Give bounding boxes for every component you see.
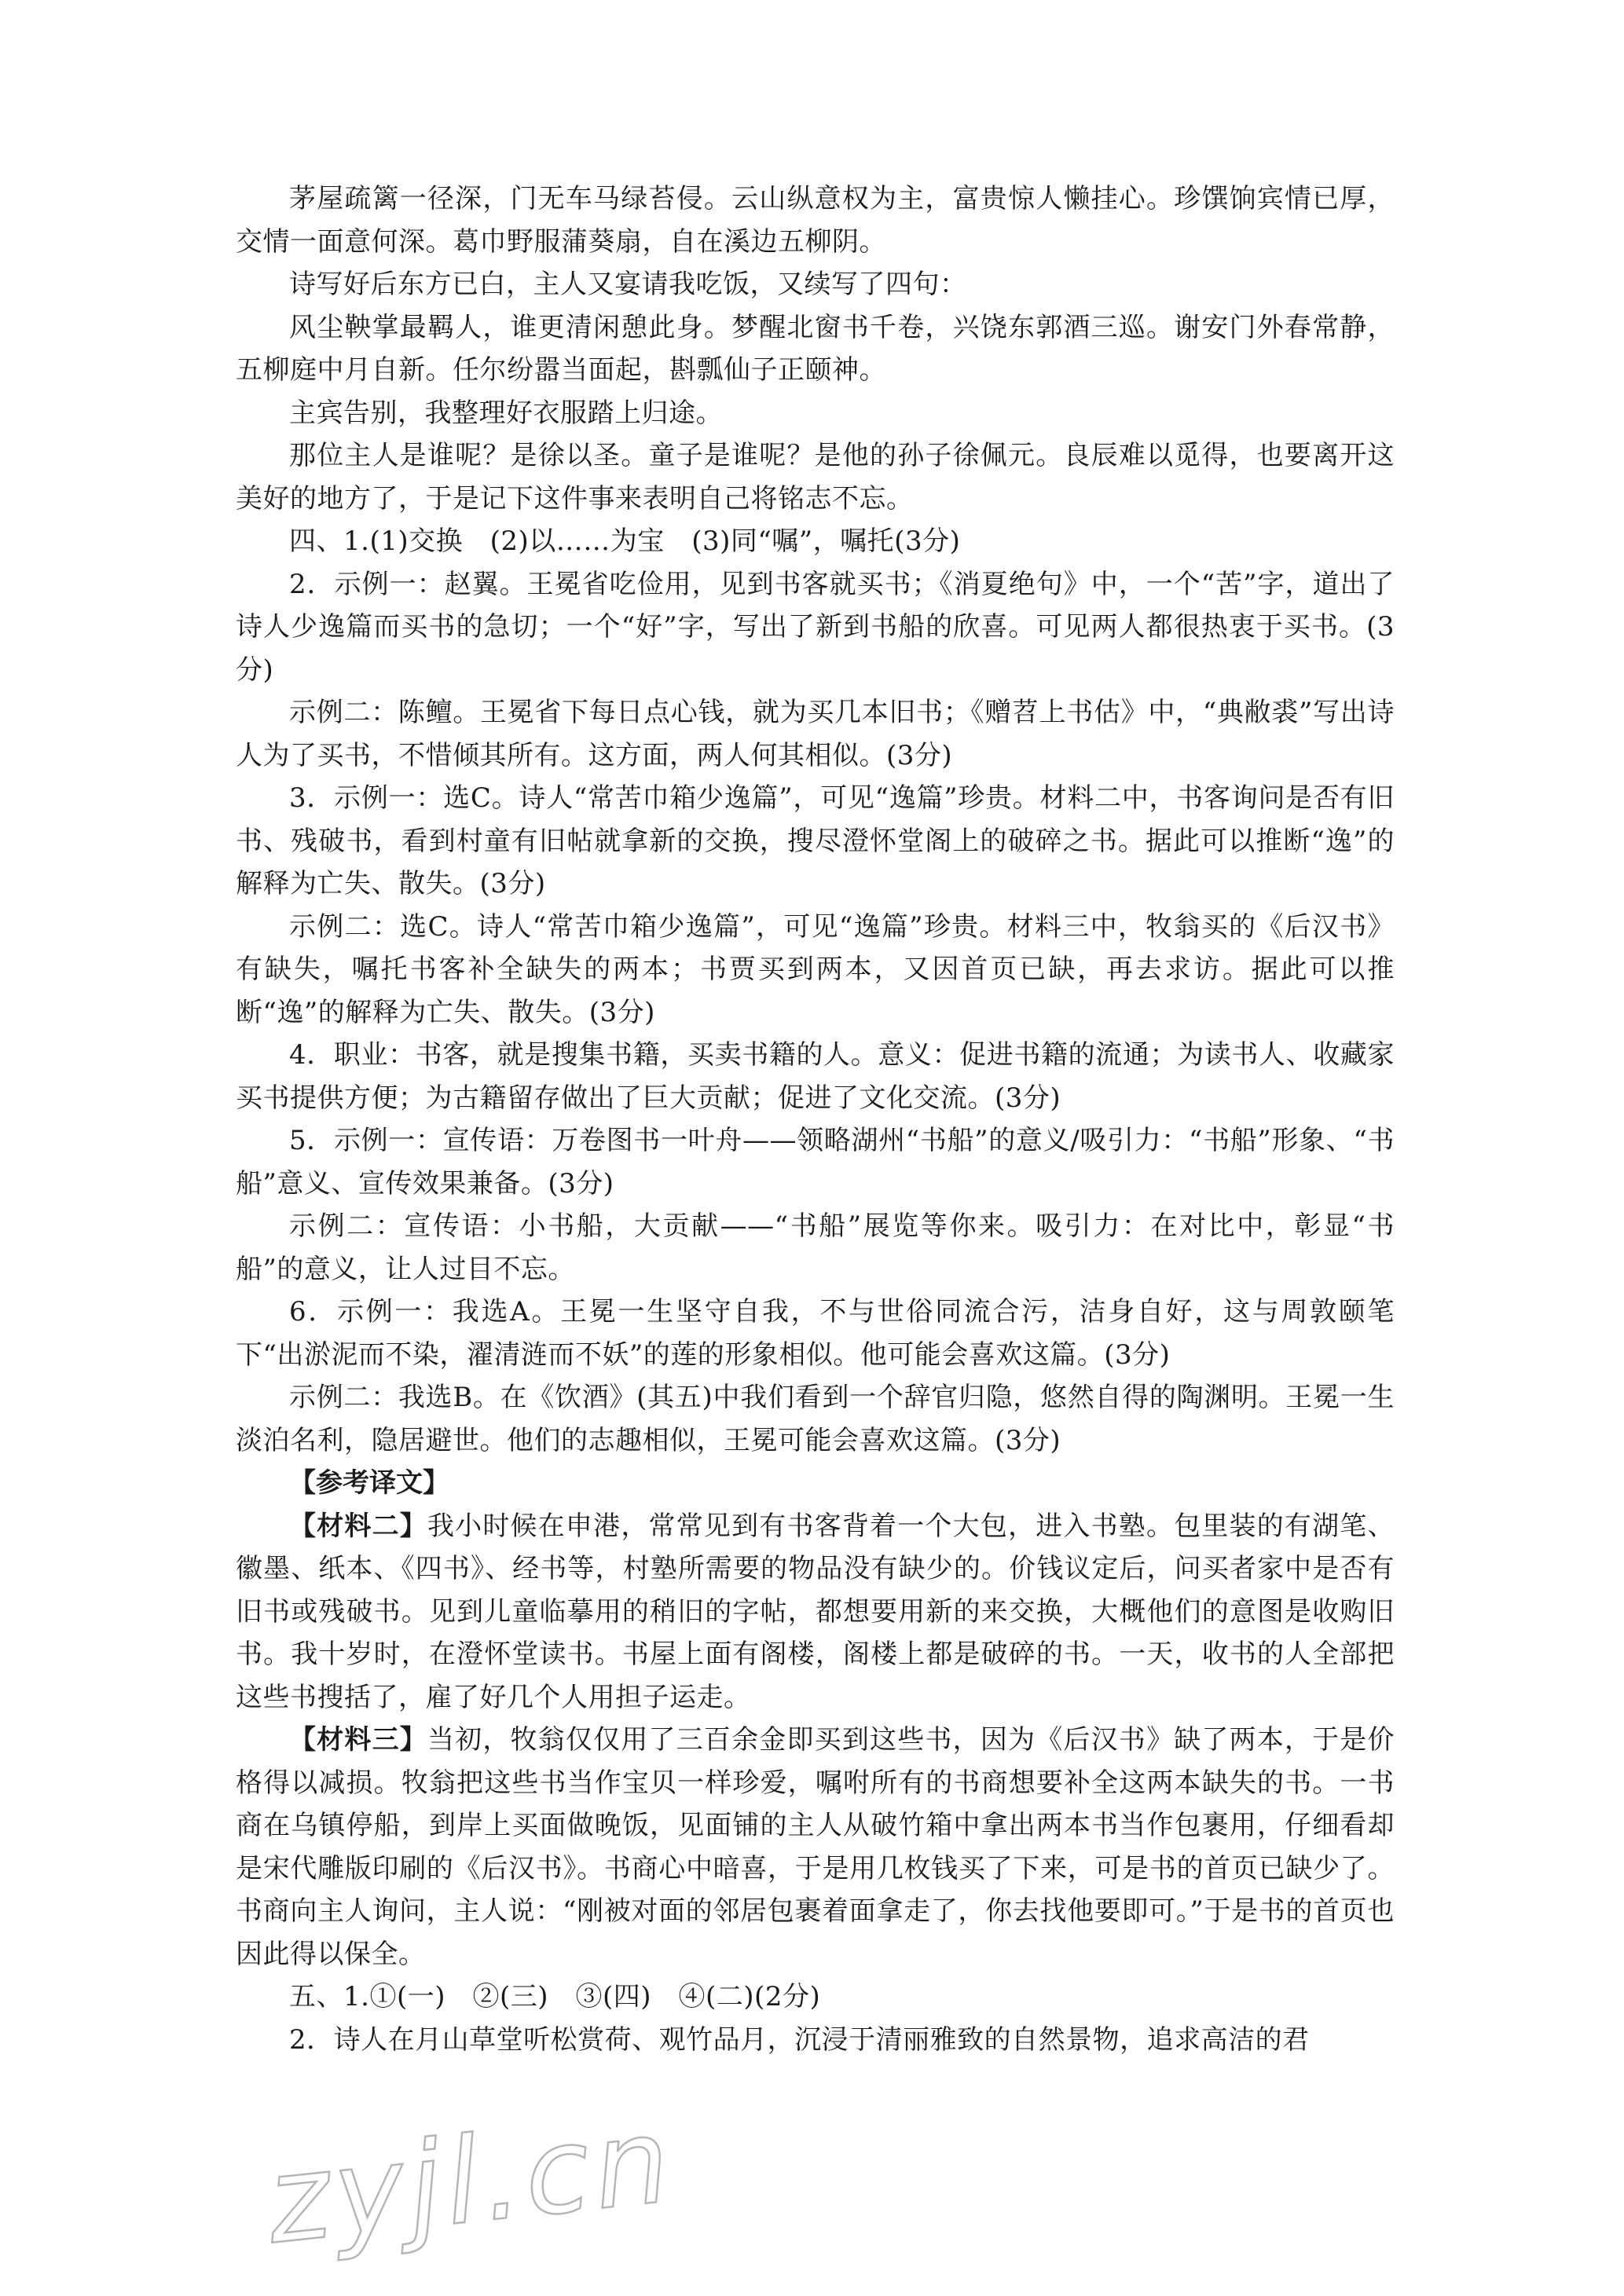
material-3-paragraph (236, 1719, 1395, 1976)
answer-4-1: 四、1.(1)交换 (2)以……为宝 (3)同“嘱”，嘱托(3分) (289, 525, 961, 557)
narration-paragraph-2: 主宾告别，我整理好衣服踏上归途。 (289, 397, 723, 429)
answer-4-6-example-1: 6．示例一：我选A。王冕一生坚守自我，不与世俗同流合污，洁身自好，这与周敦颐笔下“出淤泥而不染，濯清涟而不妖”的莲的形象相似。他可能会喜欢这篇。(3分) (236, 1296, 1395, 1371)
answer-4-5-example-1: 5．示例一：宣传语：万卷图书一叶舟——领略湖州“书船”的意义/吸引力：“书船”形象、“书船”意义、宣传效果兼备。(3分) (236, 1125, 1395, 1199)
answer-4-3-example-1: 3．示例一：选C。诗人“常苦巾箱少逸篇”，可见“逸篇”珍贵。材料二中，书客询问是否有旧书、残破书，看到村童有旧帖就拿新的交换，搜尽澄怀堂阁上的破碎之书。据此可以推断“逸”的解释为亡失、散失。(3分) (236, 782, 1395, 899)
answer-4-2-example-2: 示例二：陈鳣。王冕省下每日点心钱，就为买几本旧书；《赠苕上书估》中，“典敝裘”写出诗人为了买书，不惜倾其所有。这方面，两人何其相似。(3分) (236, 697, 1395, 771)
material-2-tag: 【材料二】 (289, 1510, 427, 1542)
watermark-logo: zyjl.cn (261, 2092, 680, 2271)
answer-4-2-example-1: 2．示例一：赵翼。王冕省吃俭用，见到书客就买书；《消夏绝句》中，一个“苦”字，道出了诗人少逸篇而买书的急切；一个“好”字，写出了新到书船的欣喜。可见两人都很热衷于买书。(3分) (236, 568, 1395, 686)
material-3-text: 当初，牧翁仅仅用了三百余金即买到这些书，因为《后汉书》缺了两本，于是价格得以减损。牧翁把这些书当作宝贝一样珍爱，嘱咐所有的书商想要补全这两本缺失的书。一书商在乌镇停船，到岸上买面做晚饭，见面铺的主人从破竹箱中拿出两本书当作包裹用，仔细看却是宋代雕版印刷的《后汉书》。书商心中暗喜，于是用几枚钱买了下来，可是书的首页已缺少了。书商向主人询问，主人说：“刚被对面的邻居包裹着面拿走了，你去找他要即可。”于是书的首页也因此得以保全。 (236, 1724, 1395, 1970)
material-2-paragraph (236, 1505, 1395, 1719)
answer-5-2: 2．诗人在月山草堂听松赏荷、观竹品月，沉浸于清丽雅致的自然景物，追求高洁的君 (289, 2023, 1310, 2056)
answer-4-6-example-2: 示例二：我选B。在《饮酒》(其五)中我们看到一个辞官归隐，悠然自得的陶渊明。王冕一生淡泊名利，隐居避世。他们的志趣相似，王冕可能会喜欢这篇。(3分) (236, 1382, 1395, 1456)
answer-4-4: 4．职业：书客，就是搜集书籍，买卖书籍的人。意义：促进书籍的流通；为读书人、收藏家买书提供方便；为古籍留存做出了巨大贡献；促进了文化交流。(3分) (236, 1039, 1395, 1114)
answer-4-5-example-2: 示例二：宣传语：小书船，大贡献——“书船”展览等你来。吸引力：在对比中，彰显“书船”的意义，让人过目不忘。 (236, 1210, 1395, 1285)
answer-4-3-example-2: 示例二：选C。诗人“常苦巾箱少逸篇”，可见“逸篇”珍贵。材料三中，牧翁买的《后汉书》有缺失，嘱托书客补全缺失的两本；书贾买到两本，又因首页已缺，再去求访。据此可以推断“逸”的解释为亡失、散失。(3分) (236, 910, 1395, 1028)
poem-paragraph-1: 茅屋疏篱一径深，门无车马绿苔侵。云山纵意权为主，富贵惊人懒挂心。珍馔饷宾情已厚，交情一面意何深。葛巾野服蒲葵扇，自在溪边五柳阴。 (236, 183, 1395, 258)
reference-translation-heading: 【参考译文】 (289, 1467, 449, 1499)
document-body (236, 178, 1395, 2061)
material-2-text: 我小时候在申港，常常见到有书客背着一个大包，进入书塾。包里装的有湖笔、徽墨、纸本、《四书》、经书等，村塾所需要的物品没有缺少的。价钱议定后，问买者家中是否有旧书或残破书。见到儿童临摹用的稍旧的字帖，都想要用新的来交换，大概他们的意图是收购旧书。我十岁时，在澄怀堂读书。书屋上面有阁楼，阁楼上都是破碎的书。一天，收书的人全部把这些书搜括了，雇了好几个人用担子运走。 (236, 1510, 1395, 1713)
narration-paragraph-1: 诗写好后东方已白，主人又宴请我吃饭，又续写了四句： (289, 269, 967, 300)
answer-5-1: 五、1.①(一) ②(三) ③(四) ④(二)(2分) (289, 1981, 821, 2012)
material-3-tag: 【材料三】 (289, 1724, 427, 1756)
poem-paragraph-2: 风尘鞅掌最羁人，谁更清闲憩此身。梦醒北窗书千卷，兴饶东郭酒三巡。谢安门外春常静，五柳庭中月自新。任尔纷嚣当面起，斟瓢仙子正颐神。 (236, 311, 1395, 386)
narration-paragraph-3: 那位主人是谁呢？是徐以圣。童子是谁呢？是他的孙子徐佩元。良辰难以觅得，也要离开这美好的地方了，于是记下这件事来表明自己将铭志不忘。 (236, 440, 1395, 514)
